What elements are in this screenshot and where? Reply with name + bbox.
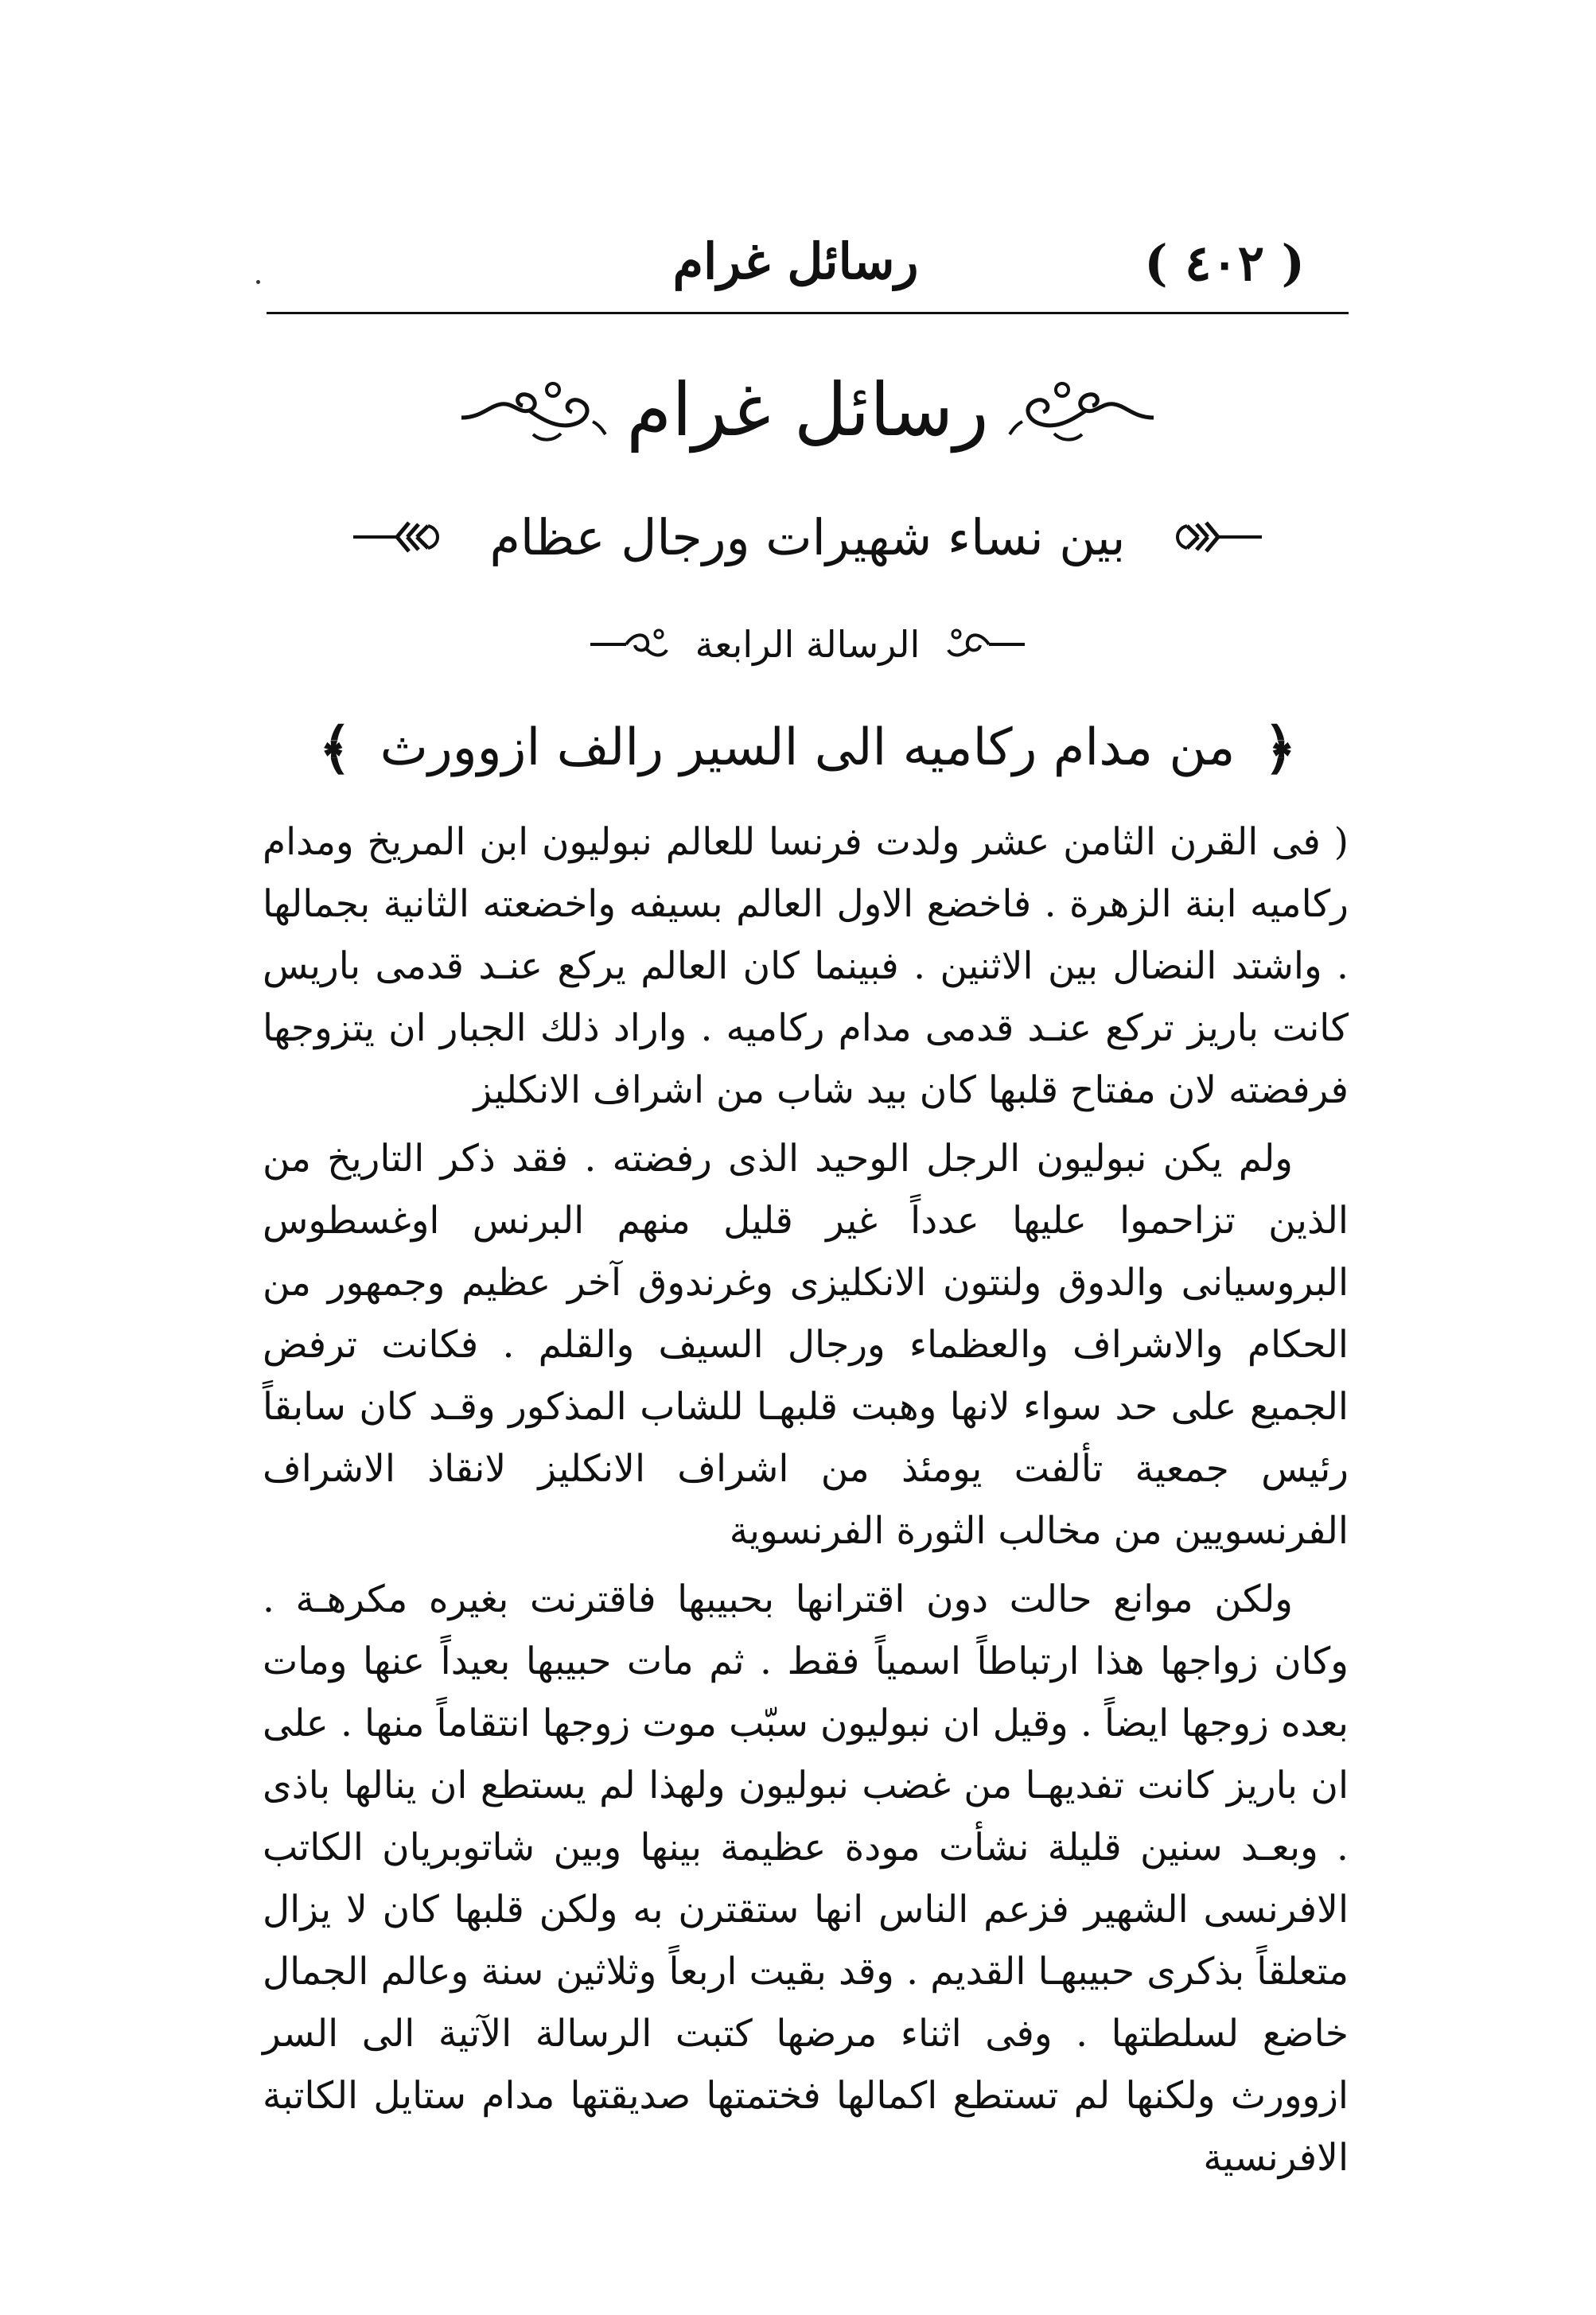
running-title: رسائل غرام (672, 232, 919, 290)
letter-label-line (263, 609, 1353, 680)
small-ornament-right-icon (937, 624, 1025, 664)
paragraph: ولكن موانع حالت دون اقترانها بحبيبها فاقترنت بغيره مكرهـة . وكان زواجها هذا ارتباطاً اسمياً فقط . ثم مات حبيبها بعيداً عنها ومات بعده زوجها ايضاً . وقيل ان نبوليون سبّب موت زوجها انتقاماً منها . على ان باريز كانت تفديهـا من غضب نبوليون ولهذا لم يستطع ان ينالها باذى . وبعـد سنين قليلة نشأت مودة عظيمة بينها وبين شاتوبريان الكاتب الافرنسى الشهير فزعم الناس انها ستقترن به ولكن قلبها كان لا يزال متعلقاً بذكرى حبيبهـا القديم . وقد بقيت اربعاً وثلاثين سنة وعالم الجمال خاضع لسلطتها . وفى اثناء مرضها كتبت الرسالة الآتية الى السر ازوورث ولكنها لم تستطع اكمالها فختمتها صديقتها مدام ستايل الكاتبة الافرنسية (263, 1578, 1349, 2180)
letter-heading: من مدام ركاميه الى السير رالف ازوورث (380, 718, 1236, 777)
paragraph: ( فى القرن الثامن عشر ولدت فرنسا للعالم نبوليون ابن المريخ ومدام ركاميه ابنة الزهرة . فاخضع الاول العالم بسيفه واخضعته الثانية بجمالها . واشتد النضال بين الاثنين . فبينما كان العالم يركع عنـد قدمى باريس كانت باريز تركع عنـد قدمى مدام ركاميه . واراد ذلك الجبار ان يتزوجها فرفضته لان مفتاح قلبها كان بيد شاب من اشراف الانكليز (263, 820, 1349, 1112)
dash-ornament-right-icon (1143, 513, 1262, 561)
body-text (263, 811, 1349, 2196)
ornate-bracket-left: ﴾ (318, 714, 352, 781)
flourish-ornament-right-icon (1006, 374, 1158, 445)
header-rule (267, 312, 1349, 314)
paragraph: ولم يكن نبوليون الرجل الوحيد الذى رفضته . فقد ذكر التاريخ من الذين تزاحموا عليها عدداً غير قليل منهم البرنس اوغسطوس البروسيانى والدوق ولنتون الانكليزى وغرندوق آخر عظيم وجمهور من الحكام والاشراف والعظماء ورجال السيف والقلم . فكانت ترفض الجميع على حد سواء لانها وهبت قلبهـا للشاب المذكور وقـد كان سابقاً رئيس جمعية تألفت يومئذ من اشراف الانكليز لانقاذ الاشراف الفرنسويين من مخالب الثورة الفرنسوية (263, 1137, 1349, 1553)
flourish-ornament-left-icon (457, 374, 609, 445)
main-title-line (263, 354, 1353, 465)
dash-ornament-left-icon (353, 513, 473, 561)
subtitle: بين نساء شهيرات ورجال عظام (489, 508, 1126, 566)
ornate-bracket-right: ﴿ (1263, 714, 1297, 781)
subtitle-line (263, 493, 1353, 581)
page-number: ( ٤٠٢ ) (1144, 234, 1305, 292)
main-title: رسائل غرام (626, 367, 989, 453)
small-ornament-left-icon (590, 624, 678, 664)
running-header (263, 228, 1353, 299)
letter-heading-line (263, 704, 1353, 792)
stray-mark (256, 280, 260, 284)
letter-label: الرسالة الرابعة (695, 623, 921, 666)
